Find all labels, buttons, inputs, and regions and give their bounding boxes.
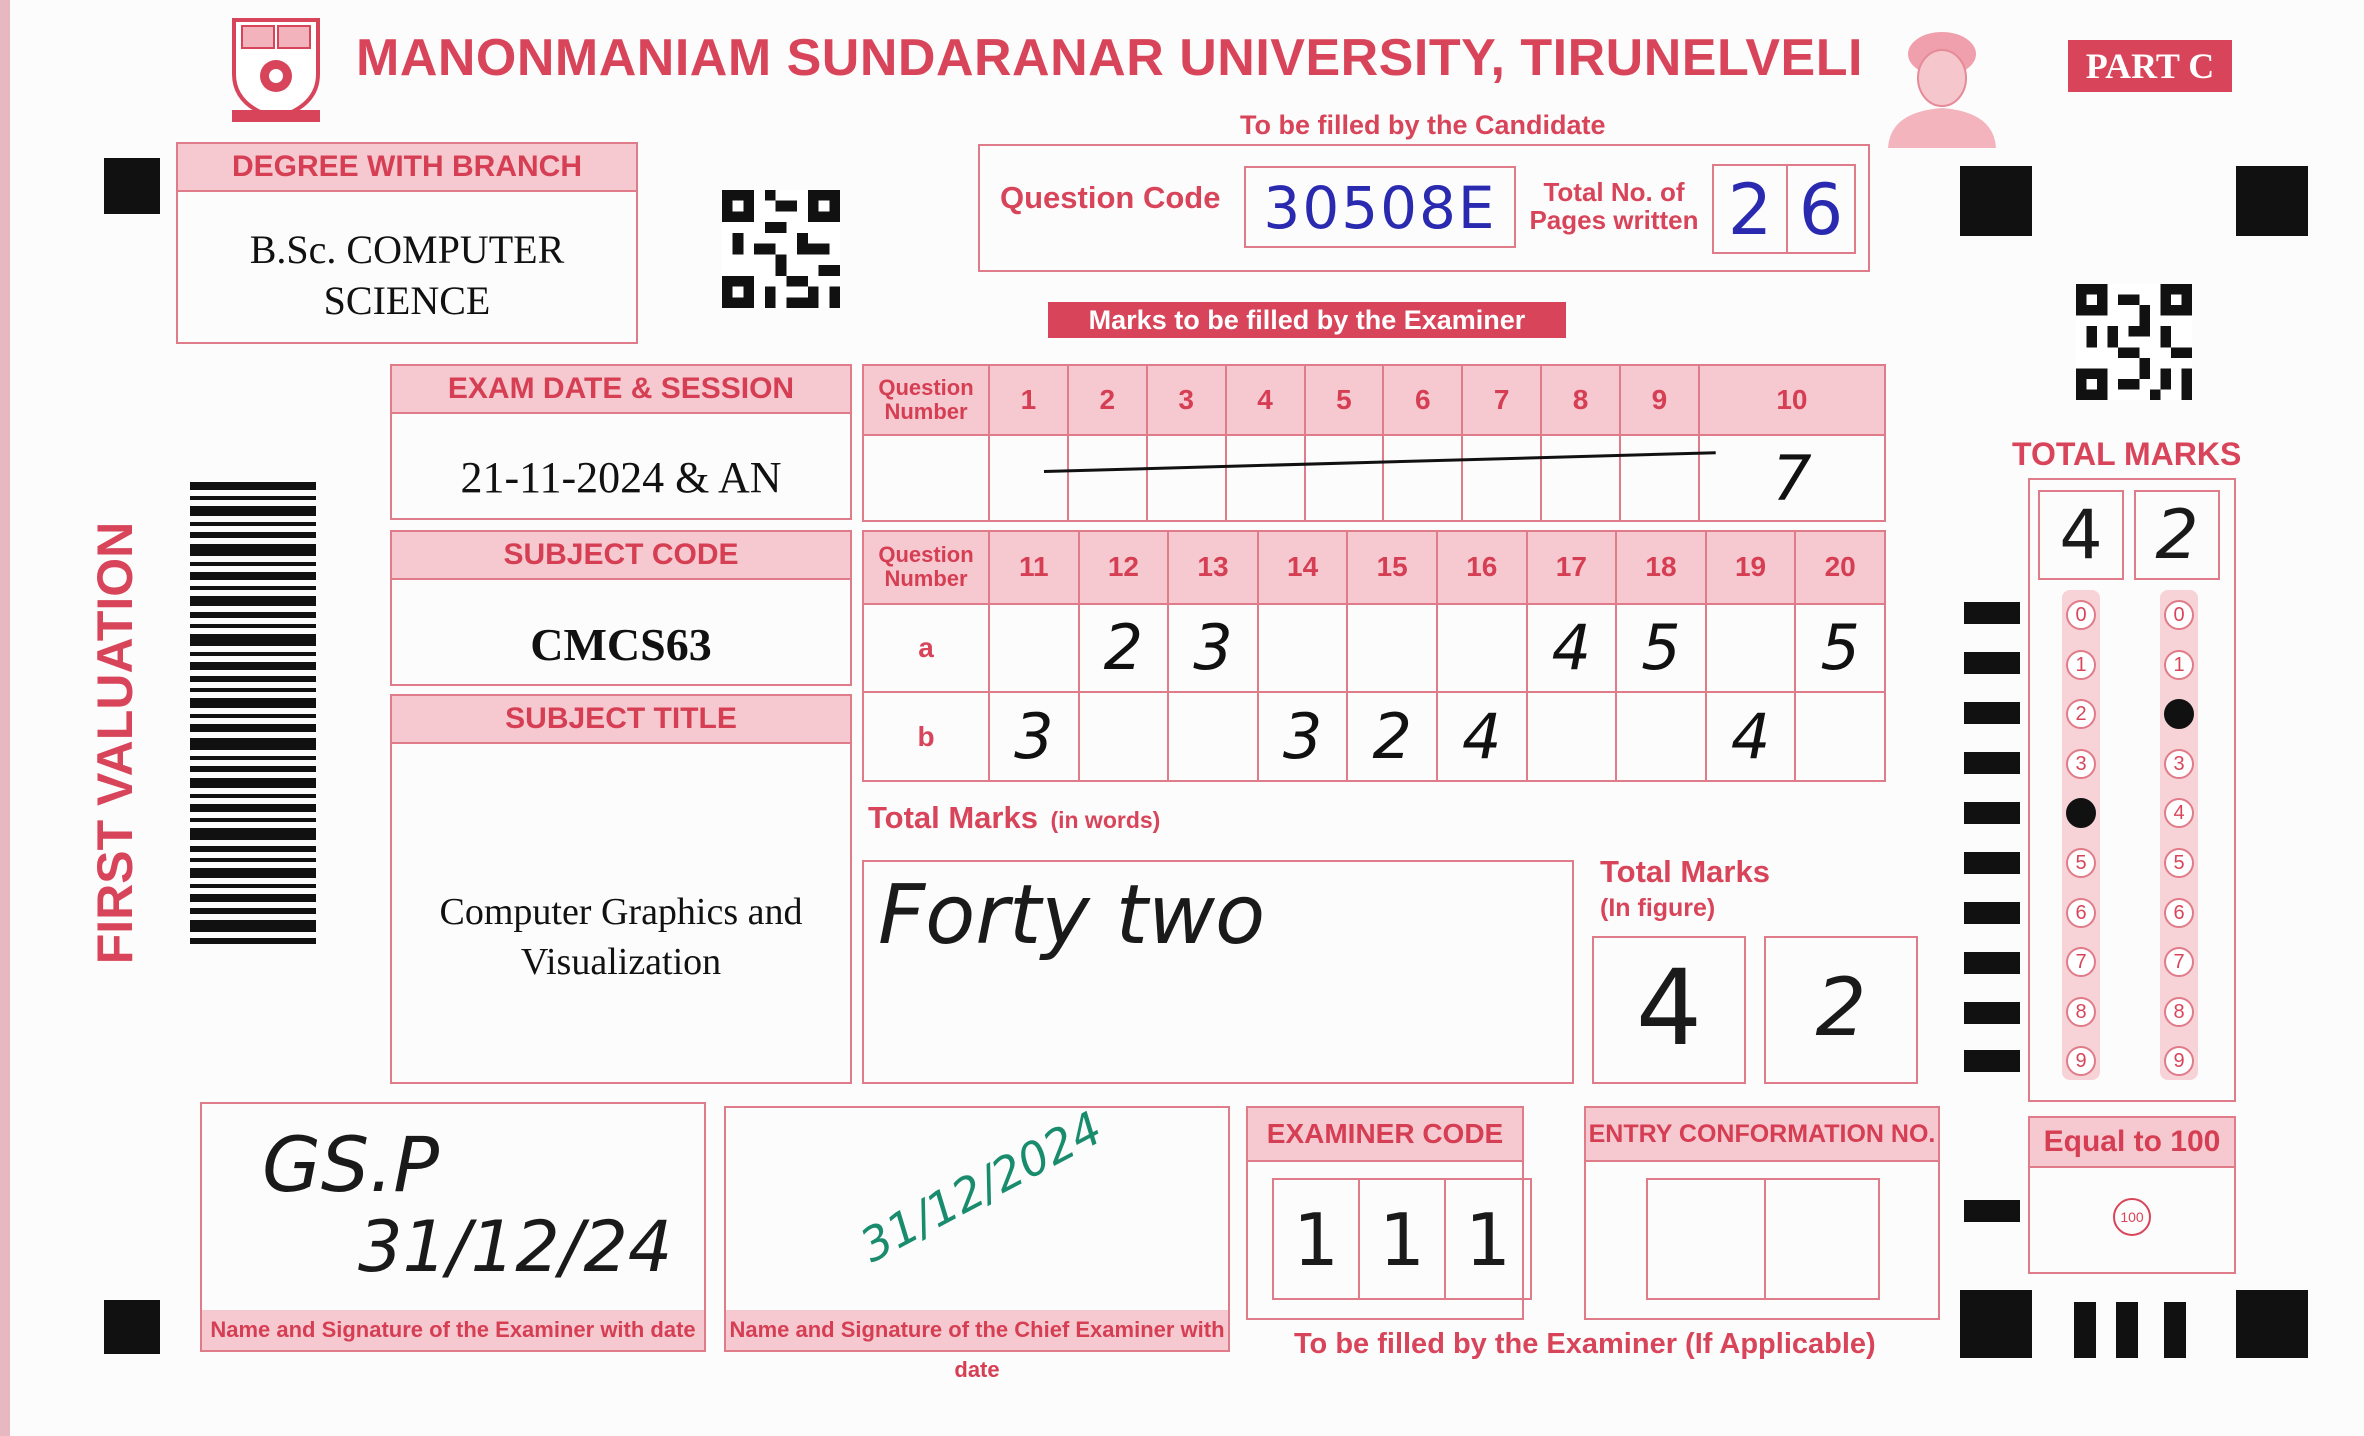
total-marks-bubble[interactable]: 3 [2066,749,2096,779]
total-marks-bubble[interactable]: 4 [2164,798,2194,828]
registration-mark-br2 [2236,1290,2308,1358]
subject-code-label: SUBJECT CODE [392,532,850,580]
registration-mark-bl [104,1300,160,1354]
examiner-sign-line1: GS.P [262,1120,440,1209]
entry-conf-field-1[interactable] [1646,1178,1766,1300]
timing-mark-b2 [2116,1302,2138,1358]
grid1-q: 9 [1620,365,1699,435]
total-marks-bubble[interactable]: 6 [2164,898,2194,928]
timing-bar [1964,952,2020,974]
pages-label-line1: Total No. of [1543,177,1685,207]
grid2-mark-b[interactable] [1616,692,1706,781]
grid2-header-label: Question Number [863,531,989,604]
grid1-mark[interactable] [1462,435,1541,521]
marks-grid-2 [862,530,1886,782]
total-marks-bubble[interactable]: 1 [2164,650,2194,680]
qr-code-icon-right [2076,284,2192,400]
total-figure-digit-1[interactable] [1592,936,1746,1084]
grid1-mark[interactable]: 7 [1699,435,1885,521]
examiner-code-digit-value: 1 [1379,1198,1425,1282]
total-marks-bubble[interactable]: 6 [2066,898,2096,928]
degree-label: DEGREE WITH BRANCH [178,144,636,192]
entry-conf-field-2[interactable] [1764,1178,1880,1300]
founder-portrait [1880,20,2004,148]
registration-mark-tr1 [1960,166,2032,236]
grid2-mark-b[interactable]: 3 [1258,692,1348,781]
grid1-q: 1 [989,365,1068,435]
grid2-mark-a[interactable]: 4 [1527,604,1617,693]
examiner-code-digit-value: 1 [1465,1198,1511,1282]
grid2-mark-b[interactable]: 4 [1437,692,1527,781]
grid2-mark-a[interactable] [989,604,1079,693]
grid2-q: 13 [1168,531,1258,604]
total-marks-bubble[interactable]: 0 [2066,600,2096,630]
timing-bar [1964,702,2020,724]
total-words-heading [868,800,1160,836]
degree-box [176,142,638,344]
degree-value-line1: B.Sc. COMPUTER [249,227,565,272]
examiner-sign-label: Name and Signature of the Examiner with date [202,1310,704,1350]
grid2-row-a-label: a [863,604,989,693]
total-marks-bubble[interactable]: 2 [2164,699,2194,729]
examiner-sign-line2: 31/12/24 [358,1206,673,1288]
grid2-q: 17 [1527,531,1617,604]
question-code-label: Question Code [1000,180,1221,215]
pages-digit-1-value: 2 [1727,169,1773,251]
pages-digit-2[interactable] [1786,164,1856,254]
grid1-mark[interactable] [1147,435,1226,521]
grid2-mark-b[interactable] [1079,692,1169,781]
chief-sign-text: 31/12/2024 [851,1100,1111,1273]
examiner-banner: Marks to be filled by the Examiner [1048,302,1566,338]
grid1-q: 3 [1147,365,1226,435]
grid1-mark[interactable] [1620,435,1699,521]
examiner-code-digit-value: 1 [1293,1198,1339,1282]
barcode [190,482,316,952]
total-marks-panel-label: TOTAL MARKS [2012,436,2242,472]
total-marks-bubble[interactable]: 7 [2066,947,2096,977]
examiner-note: To be filled by the Examiner (If Applicable) [1294,1328,1876,1360]
grid1-mark[interactable] [1383,435,1462,521]
grid2-mark-b[interactable] [1168,692,1258,781]
examiner-code-digit[interactable] [1444,1178,1532,1300]
timing-bar [1964,1002,2020,1024]
marks-grid-1 [862,364,1886,522]
total-marks-bubble[interactable]: 5 [2164,848,2194,878]
total-words-value: Forty two [878,868,1266,963]
examiner-code-digit[interactable] [1358,1178,1446,1300]
timing-bar [1964,1200,2020,1222]
candidate-note: To be filled by the Candidate [1240,110,1606,140]
total-marks-bubble[interactable]: 0 [2164,600,2194,630]
timing-bar [1964,752,2020,774]
subject-code-value: CMCS63 [530,619,712,670]
university-title: MANONMANIAM SUNDARANAR UNIVERSITY, TIRUNELVELI [356,29,1863,87]
registration-mark-tl [104,158,160,214]
grid1-q: 2 [1068,365,1147,435]
grid2-row-b-label: b [863,692,989,781]
timing-mark-b3 [2164,1302,2186,1358]
total-figure-label: Total Marks [1600,854,1770,889]
grid1-mark[interactable] [1305,435,1384,521]
grid2-mark-a[interactable] [1706,604,1796,693]
total-words-label: Total Marks [868,800,1038,835]
total-figure-digit-1-value: 4 [1635,947,1703,1069]
grid1-q: 5 [1305,365,1384,435]
grid2-mark-a[interactable] [1437,604,1527,693]
grid1-row-label [863,435,989,521]
grid2-mark-a[interactable] [1347,604,1437,693]
total-marks-bubble[interactable]: 7 [2164,947,2194,977]
grid1-q: 10 [1699,365,1885,435]
side-label: FIRST VALUATION [87,521,143,965]
pages-label-line2: Pages written [1529,205,1699,235]
total-figure-note: (In figure) [1600,894,1716,922]
total-marks-bubble[interactable]: 1 [2066,650,2096,680]
grid2-q: 15 [1347,531,1437,604]
grid2-mark-b[interactable]: 3 [989,692,1079,781]
subject-title-box [390,694,852,1084]
total-marks-digit-2[interactable] [2134,490,2220,580]
total-marks-bubble[interactable]: 8 [2164,997,2194,1027]
total-marks-digit-1-value: 4 [2059,496,2103,575]
grid1-mark[interactable] [989,435,1068,521]
pages-digit-1[interactable] [1712,164,1788,254]
timing-bar [1964,652,2020,674]
total-marks-bubble[interactable]: 2 [2066,699,2096,729]
hundred-bubble[interactable]: 100 [2113,1198,2151,1236]
grid2-q: 12 [1079,531,1169,604]
total-words-note: (in words) [1050,807,1161,833]
grid2-mark-b[interactable] [1527,692,1617,781]
exam-date-label: EXAM DATE & SESSION [392,366,850,414]
total-words-field[interactable] [862,860,1574,1084]
total-figure-digit-2[interactable] [1764,936,1918,1084]
qr-code-icon [722,190,840,308]
grid2-mark-b[interactable]: 2 [1347,692,1437,781]
total-marks-bubble[interactable]: 4 [2066,798,2096,828]
question-code-value: 30508E [1263,174,1497,242]
total-figure-digit-2-value: 2 [1815,961,1867,1054]
grid1-q: 7 [1462,365,1541,435]
left-edge-strip [0,0,10,1436]
equal-label: Equal to 100 [2030,1118,2234,1168]
grid1-mark[interactable] [1226,435,1305,521]
grid2-mark-a[interactable]: 5 [1616,604,1706,693]
grid1-mark[interactable] [1068,435,1147,521]
subject-title-label: SUBJECT TITLE [392,696,850,744]
grid2-q: 18 [1616,531,1706,604]
grid2-mark-a[interactable]: 5 [1795,604,1885,693]
timing-bar [1964,602,2020,624]
exam-date-value: 21-11-2024 & AN [460,453,782,502]
subject-code-box [390,530,852,686]
grid2-q: 14 [1258,531,1348,604]
timing-bar [1964,802,2020,824]
grid2-mark-b[interactable]: 4 [1706,692,1796,781]
grid2-mark-b[interactable] [1795,692,1885,781]
grid2-mark-a[interactable] [1258,604,1348,693]
grid2-mark-a[interactable]: 3 [1168,604,1258,693]
entry-conf-label: ENTRY CONFORMATION NO. [1586,1108,1938,1162]
subject-title-value-line1: Computer Graphics and [439,891,803,933]
timing-bar [1964,902,2020,924]
subject-title-value-line2: Visualization [520,941,722,983]
grid2-q: 20 [1795,531,1885,604]
grid1-mark[interactable] [1541,435,1620,521]
total-marks-bubble[interactable]: 9 [2066,1046,2096,1076]
grid1-q: 4 [1226,365,1305,435]
registration-mark-br1 [1960,1290,2032,1358]
exam-date-box [390,364,852,520]
grid2-mark-a[interactable]: 2 [1079,604,1169,693]
examiner-code-label: EXAMINER CODE [1248,1108,1522,1162]
total-marks-bubble[interactable]: 3 [2164,749,2194,779]
pages-digit-2-value: 6 [1798,169,1844,251]
question-code-field[interactable] [1244,166,1516,248]
grid2-q: 19 [1706,531,1796,604]
grid1-header-label: Question Number [863,365,989,435]
chief-sign-label: Name and Signature of the Chief Examiner with date [726,1310,1228,1350]
timing-mark-b1 [2074,1302,2096,1358]
degree-value-line2: SCIENCE [323,278,491,323]
equal-box [2028,1116,2236,1274]
university-seal-icon [222,14,330,128]
part-badge: PART C [2068,40,2232,92]
timing-bar [1964,1050,2020,1072]
grid1-q: 8 [1541,365,1620,435]
total-marks-bubble[interactable]: 8 [2066,997,2096,1027]
grid2-q: 11 [989,531,1079,604]
total-marks-digit-2-value: 2 [2155,496,2199,575]
total-marks-bubble[interactable]: 5 [2066,848,2096,878]
total-marks-digit-1[interactable] [2038,490,2124,580]
timing-bar [1964,852,2020,874]
grid1-q: 6 [1383,365,1462,435]
examiner-code-digit[interactable] [1272,1178,1360,1300]
pages-label [1524,178,1704,234]
registration-mark-tr2 [2236,166,2308,236]
total-marks-bubble[interactable]: 9 [2164,1046,2194,1076]
grid2-q: 16 [1437,531,1527,604]
